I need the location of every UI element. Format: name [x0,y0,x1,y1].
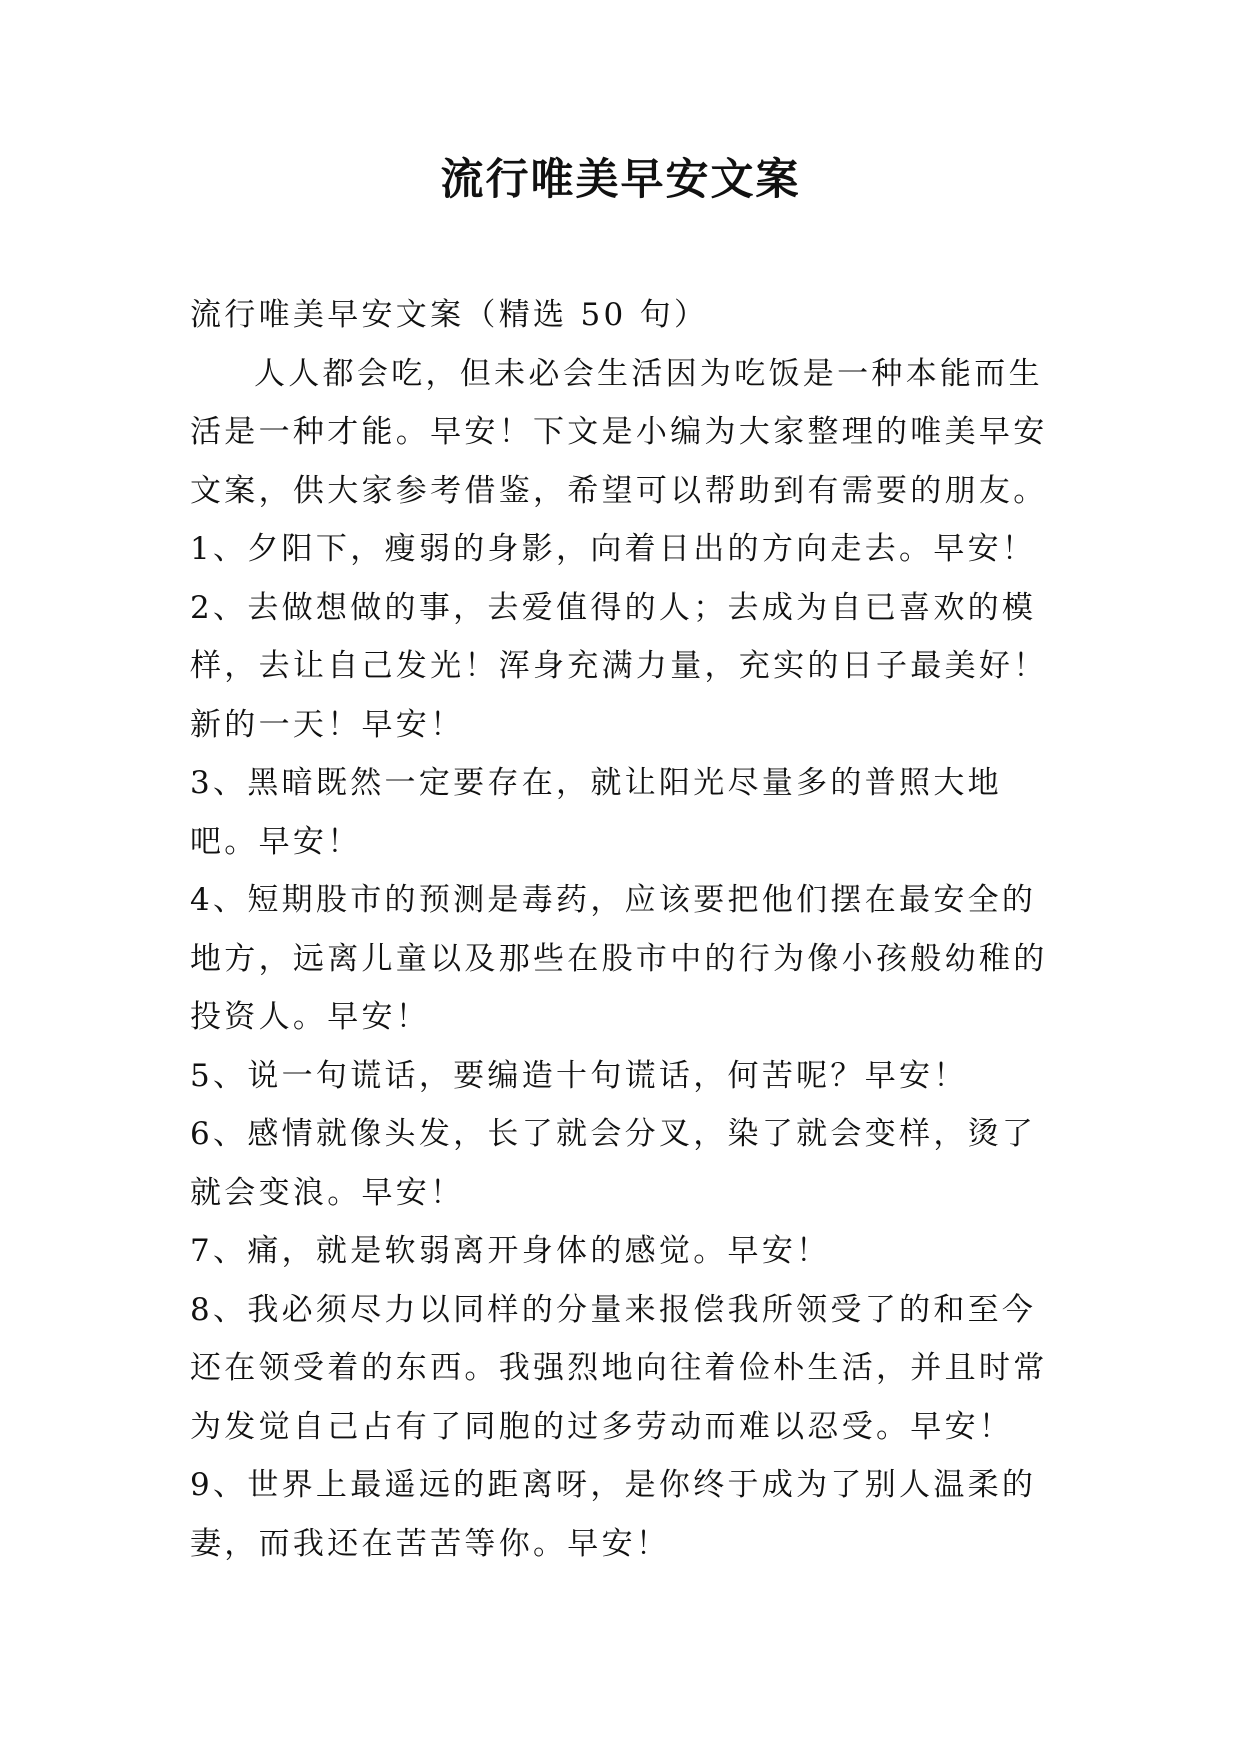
list-item: 1、夕阳下，瘦弱的身影，向着日出的方向走去。早安！ [190,531,1037,567]
list-item: 3、黑暗既然一定要存在，就让阳光尽量多的普照大地吧。早安！ [190,765,1002,860]
list-item: 6、感情就像头发，长了就会分叉，染了就会变样，烫了就会变浪。早安！ [190,1116,1037,1211]
document-body [190,286,1070,1573]
list-item: 5、说一句谎话，要编造十句谎话，何苦呢？早安！ [190,1057,968,1094]
document-title: 流行唯美早安文案 [440,155,801,205]
intro-paragraph: 人人都会吃，但未必会生活因为吃饭是一种本能而生活是一种才能。早安！下文是小编为大家整理的唯美早安文案，供大家参考借鉴，希望可以帮助到有需要的朋友。 [190,355,1048,509]
document-subtitle: 流行唯美早安文案（精选 50 句） [190,297,709,333]
list-item: 2、去做想做的事，去爱值得的人；去成为自已喜欢的模样，去让自己发光！浑身充满力量，充实的日子最美好！新的一天！早安！ [190,589,1048,743]
list-item: 8、我必须尽力以同样的分量来报偿我所领受了的和至今还在领受着的东西。我强烈地向往着俭朴生活，并且时常为发觉自己占有了同胞的过多劳动而难以忍受。早安！ [190,1291,1048,1445]
list-item: 4、短期股市的预测是毒药，应该要把他们摆在最安全的地方，远离儿童以及那些在股市中的行为像小孩般幼稚的投资人。早安！ [190,882,1048,1035]
list-item: 9、世界上最遥远的距离呀，是你终于成为了别人温柔的妻，而我还在苦苦等你。早安！ [190,1467,1037,1562]
list-item: 7、痛，就是软弱离开身体的感觉。早安！ [190,1233,831,1269]
